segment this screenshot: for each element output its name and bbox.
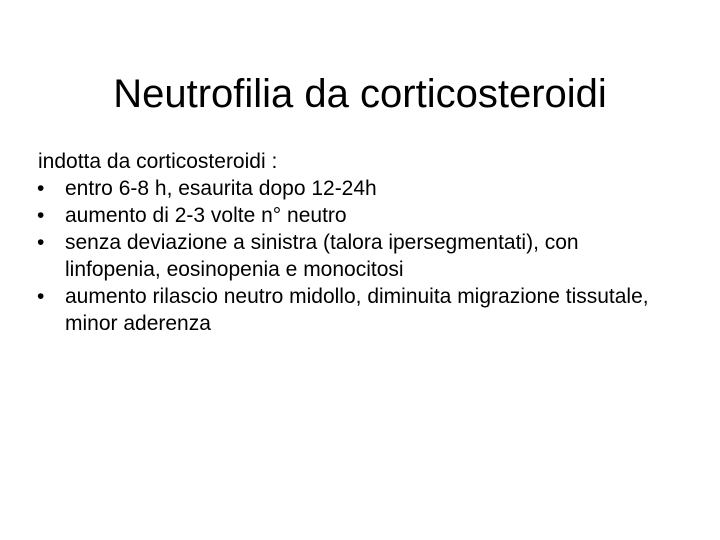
bullet-marker: • [37,204,45,227]
slide-title: Neutrofilia da corticosteroidi [113,72,607,116]
bullet-marker: • [37,231,45,254]
bullet-text: entro 6-8 h, esaurita dopo 12-24h [65,177,377,200]
bullet-item [38,229,678,283]
bullet-item [38,283,678,337]
bullet-item [38,175,678,202]
bullet-text: aumento di 2-3 volte n° neutro [65,204,347,227]
bullet-item [38,202,678,229]
slide-body [38,148,678,337]
intro-line: indotta da corticosteroidi : [38,150,278,173]
bullet-list [38,175,678,337]
bullet-marker: • [37,285,45,308]
bullet-text: aumento rilascio neutro midollo, diminuita migrazione tissutale, minor aderenza [65,285,649,335]
bullet-marker: • [37,177,45,200]
bullet-text: senza deviazione a sinistra (talora ipersegmentati), con linfopenia, eosinopenia e monocitosi [65,231,579,281]
